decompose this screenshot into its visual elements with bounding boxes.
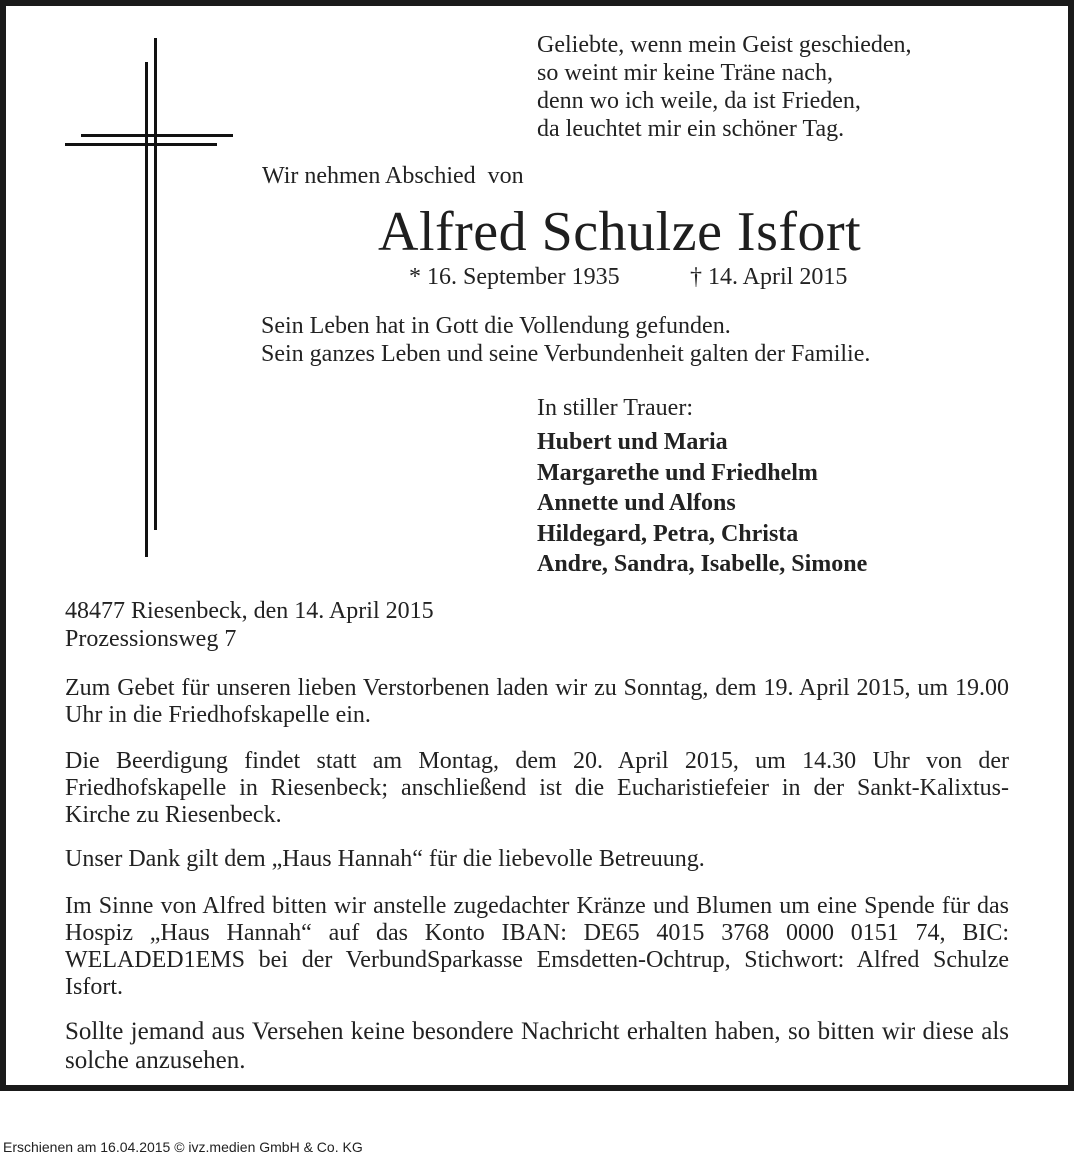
poem bbox=[537, 31, 912, 143]
thanks-paragraph: Unser Dank gilt dem „Haus Hannah“ für die liebevolle Betreuung. bbox=[65, 846, 705, 872]
mourner-name: Margarethe und Friedhelm bbox=[537, 459, 818, 486]
birth-date: * 16. September 1935 bbox=[409, 264, 620, 290]
mourner-name: Annette und Alfons bbox=[537, 490, 736, 516]
life-line: Sein Leben hat in Gott die Vollendung gefunden. bbox=[261, 313, 731, 339]
poem-line: so weint mir keine Träne nach, bbox=[537, 60, 833, 86]
place-and-date bbox=[65, 597, 434, 653]
life-line: Sein ganzes Leben und seine Verbundenheit galten der Familie. bbox=[261, 341, 871, 367]
farewell-intro: Wir nehmen Abschied von bbox=[262, 163, 524, 189]
cross-vertical-line-right bbox=[154, 38, 157, 530]
poem-line: denn wo ich weile, da ist Frieden, bbox=[537, 88, 861, 114]
poem-line: Geliebte, wenn mein Geist geschieden, bbox=[537, 32, 912, 58]
cross-horizontal-line-top bbox=[81, 134, 233, 137]
city-date: 48477 Riesenbeck, den 14. April 2015 bbox=[65, 598, 434, 624]
funeral-paragraph: Die Beerdigung findet statt am Montag, dem 20. April 2015, um 14.30 Uhr von der Friedhofskapelle in Riesenbeck; anschließend ist die Eucharistiefeier in der Sankt-Kalixtus-Kirche zu Riesenbeck. bbox=[65, 748, 1009, 828]
deceased-name: Alfred Schulze Isfort bbox=[378, 201, 862, 263]
death-date: † 14. April 2015 bbox=[690, 264, 848, 290]
street-address: Prozessionsweg 7 bbox=[65, 626, 237, 652]
life-statement bbox=[261, 312, 870, 368]
cross-horizontal-line-bottom bbox=[65, 143, 217, 146]
mourner-name: Andre, Sandra, Isabelle, Simone bbox=[537, 551, 868, 577]
closing-paragraph: Sollte jemand aus Versehen keine besondere Nachricht erhalten haben, so bitten wir diese als solche anzusehen. bbox=[65, 1018, 1009, 1074]
poem-line: da leuchtet mir ein schöner Tag. bbox=[537, 116, 845, 142]
mourner-list bbox=[537, 427, 867, 580]
mourner-name: Hildegard, Petra, Christa bbox=[537, 520, 799, 547]
publication-footer: Erschienen am 16.04.2015 © ivz.medien GmbH & Co. KG bbox=[3, 1139, 363, 1155]
donation-paragraph: Im Sinne von Alfred bitten wir anstelle zugedachter Kränze und Blumen um eine Spende für das Hospiz „Haus Hannah“ auf das Konto IBAN: DE65 4015 3768 0000 0151 74, BIC: WELADED1EMS bei der VerbundSparkasse Emsdetten-Ochtrup, Stichwort: Alfred Schulze Isfort. bbox=[65, 893, 1009, 1000]
mourning-label: In stiller Trauer: bbox=[537, 395, 693, 421]
prayer-paragraph: Zum Gebet für unseren lieben Verstorbenen laden wir zu Sonntag, dem 19. April 2015, um 19.00 Uhr in die Friedhofskapelle ein. bbox=[65, 675, 1009, 728]
mourner-name: Hubert und Maria bbox=[537, 429, 728, 455]
